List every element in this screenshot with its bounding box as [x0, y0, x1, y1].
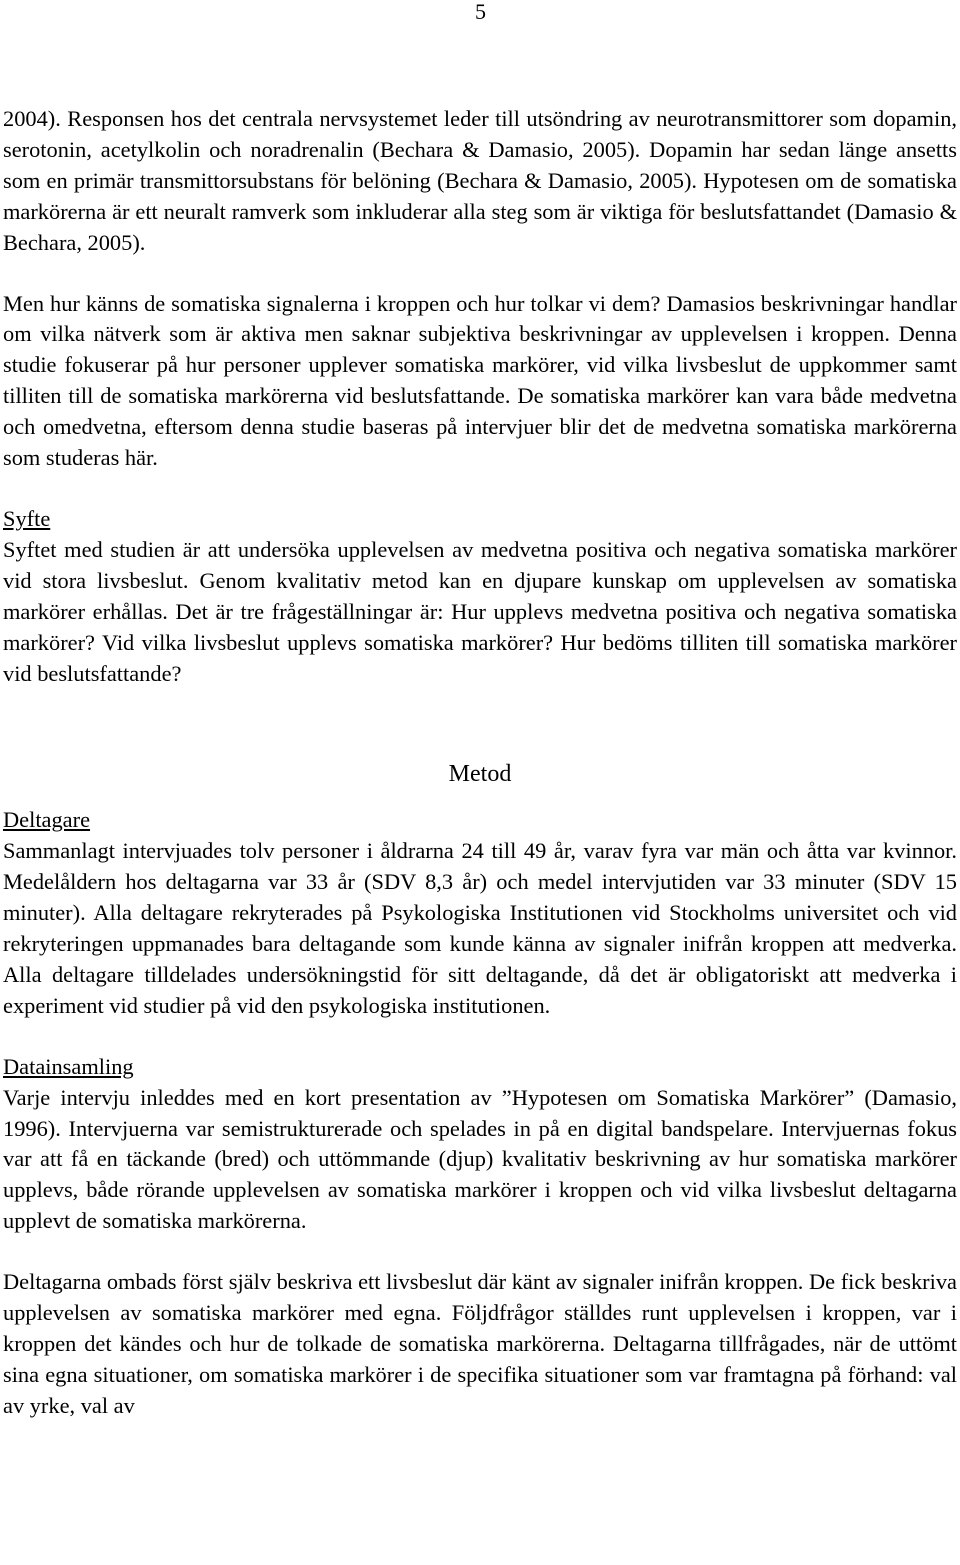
datainsamling-paragraph-1: Varje intervju inleddes med en kort presentation av ”Hypotesen om Somatiska Markörer” (Damasio, 1996). Intervjuerna var semistrukturerade och spelades in på en digital bandspelare. Intervjuernas fokus var att få en täckande (bred) och uttömmande (djup) kvalitativ beskrivning av hur somatiska markörer upplevs, både rörande upplevelsen av somatiska markörer i kroppen och vid vilka livsbeslut deltagarna upplevt de somatiska markörerna.	[3, 1084, 957, 1234]
syfte-heading: Syfte	[3, 505, 51, 531]
datainsamling-heading: Datainsamling	[3, 1053, 134, 1079]
intro-paragraph-1: 2004). Responsen hos det centrala nervsystemet leder till utsöndring av neurotransmittorer som dopamin, serotonin, acetylkolin och noradrenalin (Bechara & Damasio, 2005). Dopamin har sedan länge ansetts som en primär transmittorsubstans för belöning (Bechara & Damasio, 2005). Hypotesen om de somatiska markörerna är ett neuralt ramverk som inkluderar alla steg som är viktiga för beslutsfattandet (Damasio & Bechara, 2005).	[3, 106, 957, 255]
intro-paragraph-2: Men hur känns de somatiska signalerna i kroppen och hur tolkar vi dem? Damasios beskrivningar handlar om vilka nätverk som är aktiva men saknar subjektiva beskrivningar av upplevelsen i kroppen. Denna studie fokuserar på hur personer upplever somatiska markörer, vid vilka livsbeslut de uppkommer samt tilliten till de somatiska markörerna vid beslutsfattande. De somatiska markörer kan vara både medvetna och omedvetna, eftersom denna studie baseras på intervjuer blir det de medvetna somatiska markörerna som studeras här.	[3, 290, 957, 471]
page-content	[3, 104, 957, 1422]
datainsamling-paragraph-2: Deltagarna ombads först själv beskriva ett livsbeslut där känt av signaler inifrån kroppen. De fick beskriva upplevelsen av somatiska markörer med egna. Följdfrågor ställdes runt upplevelsen i kroppen, var i kroppen det kändes och hur de tolkade de somatiska markörerna. Deltagarna tillfrågades, när de uttömt sina egna situationer, om somatiska markörer i de specifika situationer som var framtagna på förhand: val av yrke, val av	[3, 1269, 957, 1418]
deltagare-paragraph: Sammanlagt intervjuades tolv personer i åldrarna 24 till 49 år, varav fyra var män och åtta var kvinnor. Medelåldern hos deltagarna var 33 år (SDV 8,3 år) och medel intervjutiden var 33 minuter (SDV 15 minuter). Alla deltagare rekryterades på Psykologiska Institutionen vid Stockholms universitet och vid rekryteringen uppmanades bara deltagande som kunde känna av signaler inifrån kroppen att medverka. Alla deltagare tilldelades undersökningstid för sitt deltagande, då det är obligatoriskt att medverka i experiment vid studier på vid den psykologiska institutionen.	[3, 838, 957, 1018]
syfte-paragraph: Syftet med studien är att undersöka upplevelsen av medvetna positiva och negativa somatiska markörer vid stora livsbeslut. Genom kvalitativ metod kan en djupare kunskap om upplevelsen av somatiska markörer erhållas. Det är tre frågeställningar är: Hur upplevs medvetna positiva och negativa somatiska markörer? Vid vilka livsbeslut upplevs somatiska markörer? Hur bedöms tilliten till somatiska markörer vid beslutsfattande?	[3, 536, 957, 686]
metod-heading: Metod	[448, 761, 512, 788]
deltagare-heading: Deltagare	[3, 807, 91, 833]
page-number: 5	[475, 0, 486, 24]
